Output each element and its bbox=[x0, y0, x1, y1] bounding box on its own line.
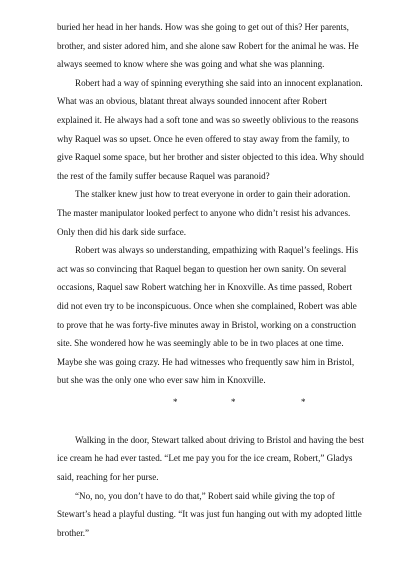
scene-break-asterisk: * bbox=[231, 396, 236, 407]
body-text bbox=[57, 18, 364, 542]
paragraph: Walking in the door, Stewart talked about driving to Bristol and having the best ice cream he had ever tasted. “Let me pay you for the ice cream, Robert,” Gladys said, reaching for her purse. bbox=[57, 434, 364, 483]
paragraph: The stalker knew just how to treat everyone in order to gain their adoration. The master manipulator looked perfect to anyone who didn’t resist his advances. Only then did his dark side surface. bbox=[57, 189, 351, 237]
scene-break bbox=[57, 393, 364, 431]
document-page bbox=[0, 18, 420, 562]
paragraph-continued: buried her head in her hands. How was she going to get out of this? Her parents, brother, and sister adored him, and she alone saw Robert for the animal he was. He always seemed to know where she was going and what she was planning. bbox=[57, 22, 359, 70]
scene-break-asterisk: * bbox=[173, 396, 178, 407]
paragraph: Robert was always so understanding, empathizing with Raquel’s feelings. His act was so convincing that Raquel began to question her own sanity. On several occasions, Raquel saw Robert watching her in Knoxville. As time passed, Robert did not even try to be inconspicuous. Once when she complained, Robert was able to prove that he was forty-five minutes away in Bristol, working on a construction site. She wondered how he was seemingly able to be in two places at one time. Maybe she was going crazy. He had witnesses who frequently saw him in Bristol, but she was the only one who ever saw him in Knoxville. bbox=[57, 245, 359, 386]
paragraph: Robert had a way of spinning everything she said into an innocent explanation. What was an obvious, blatant threat always sounded innocent after Robert explained it. He always had a soft tone and was so sweetly oblivious to the reasons why Raquel was so upset. Once he even offered to stay away from the family, to give Raquel some space, but her brother and sister objected to this idea. Why should the rest of the family suffer because Raquel was paranoid? bbox=[57, 77, 364, 181]
paragraph: “No, no, you don’t have to do that,” Robert said while giving the top of Stewart’s head a playful dusting. “It was just fun hanging out with my adopted little brother.” bbox=[57, 490, 362, 538]
scene-break-asterisk: * bbox=[301, 396, 306, 407]
